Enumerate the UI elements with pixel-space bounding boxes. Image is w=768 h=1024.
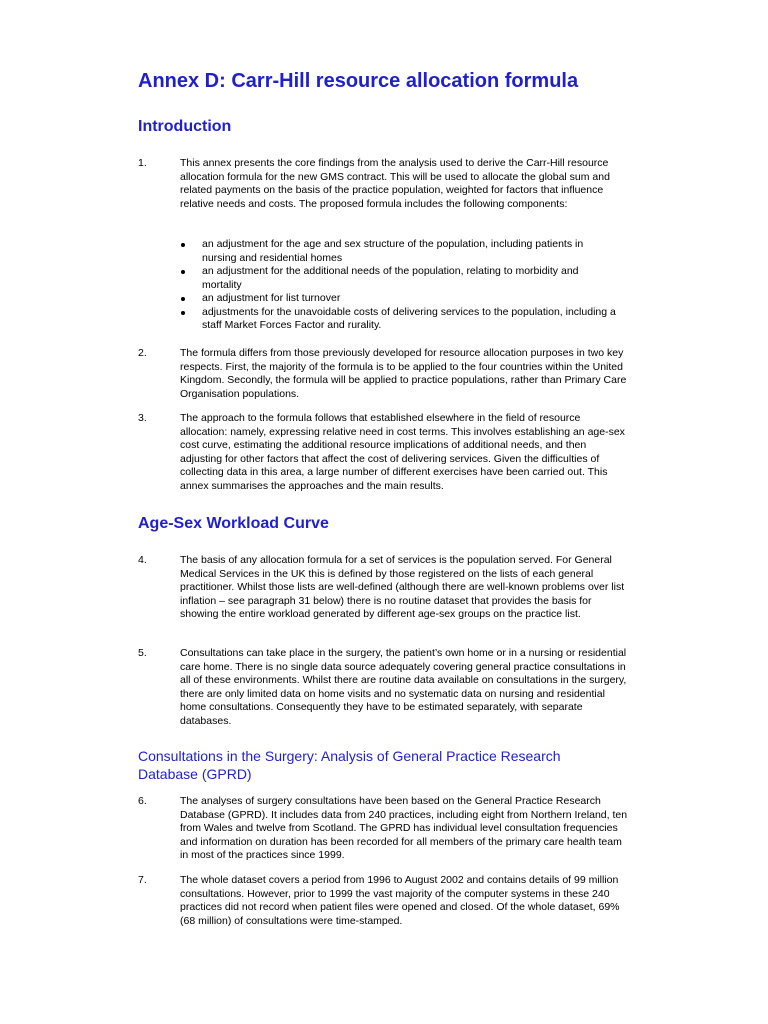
paragraph-number: 2.	[138, 347, 147, 359]
bullet-text: an adjustment for the age and sex structure of the population, including patients in nursing and residential homes	[202, 238, 584, 264]
paragraph-text: The analyses of surgery consultations have been based on the General Practice Research Database (GPRD). It includes data from 240 practices, including eight from Northern Ireland, ten from Wales and twelve from Scotland. The GPRD has individual level consultation frequencies and information on duration has been recorded for all members of the primary care health team in most of the practices since 1999.	[180, 795, 628, 861]
paragraph-number: 6.	[138, 795, 147, 807]
paragraph-number: 1.	[138, 157, 147, 169]
bullet-item-unavoidable-costs	[178, 306, 618, 333]
paragraph-text: This annex presents the core findings from the analysis used to derive the Carr-Hill resource allocation formula for the new GMS contract. This will be used to allocate the global sum and related payments on the basis of the practice population, weighted for factors that influence relative needs and costs. The proposed formula includes the following components:	[180, 157, 610, 210]
paragraph-text: Consultations can take place in the surgery, the patient’s own home or in a nursing or residential care home. There is no single data source adequately covering general practice consultations in all of these environments. Whilst there are routine data available on consultations in the surgery, there are only limited data on home visits and no systematic data on nursing and residential home consultations. Consequently they have to be estimated separately, with separate databases.	[180, 647, 627, 727]
bullet-icon	[181, 243, 185, 247]
bullet-icon	[181, 270, 185, 274]
bullet-icon	[181, 311, 185, 315]
bullet-item-age-sex	[178, 238, 618, 265]
bullet-text: an adjustment for list turnover	[202, 292, 341, 304]
section-heading-age-sex-workload-curve: Age-Sex Workload Curve	[138, 515, 329, 532]
bullet-text: an adjustment for the additional needs of the population, relating to morbidity and mortality	[202, 265, 579, 291]
paragraph-text: The whole dataset covers a period from 1996 to August 2002 and contains details of 99 million consultations. However, prior to 1999 the vast majority of the computer systems in these 240 practices did not record when patient files were opened and closed. Of the whole dataset, 69% (68 million) of consultations were time-stamped.	[180, 874, 620, 927]
components-bullet-list	[178, 238, 618, 333]
bullet-text: adjustments for the unavoidable costs of delivering services to the population, including a staff Market Forces Factor and rurality.	[202, 305, 616, 331]
bullet-icon	[181, 297, 185, 301]
paragraph-number: 3.	[138, 412, 147, 424]
paragraph-number: 4.	[138, 554, 147, 566]
document-title: Annex D: Carr-Hill resource allocation formula	[138, 70, 579, 92]
bullet-item-list-turnover	[178, 292, 618, 306]
subsection-heading-gprd: Consultations in the Surgery: Analysis of General Practice Research Database (GPRD)	[138, 748, 561, 782]
paragraph-text: The approach to the formula follows that established elsewhere in the field of resource allocation: namely, expressing relative need in cost terms. This involves establishing an age-sex cost curve, estimating the additional resource implications of additional needs, and then adjusting for other factors that affect the cost of delivering services. Given the difficulties of collecting data in this area, a large number of different exercises have been carried out. This annex summarises the approaches and the main results.	[180, 412, 625, 492]
section-heading-introduction: Introduction	[138, 118, 232, 135]
paragraph-number: 5.	[138, 647, 147, 659]
paragraph-number: 7.	[138, 874, 147, 886]
paragraph-text: The formula differs from those previously developed for resource allocation purposes in two key respects. First, the majority of the formula is to be applied to the four countries within the United Kingdom. Secondly, the formula will be applied to practice populations, rather than Primary Care Organisation populations.	[180, 347, 627, 400]
bullet-item-additional-needs	[178, 265, 618, 292]
paragraph-text: The basis of any allocation formula for a set of services is the population served. For General Medical Services in the UK this is defined by those registered on the lists of each general practitioner. Whilst those lists are well-defined (although there are well-known problems over list inflation – see paragraph 31 below) there is no routine dataset that provides the basis for showing the entire workload generated by different age-sex groups on the practice list.	[180, 554, 625, 620]
